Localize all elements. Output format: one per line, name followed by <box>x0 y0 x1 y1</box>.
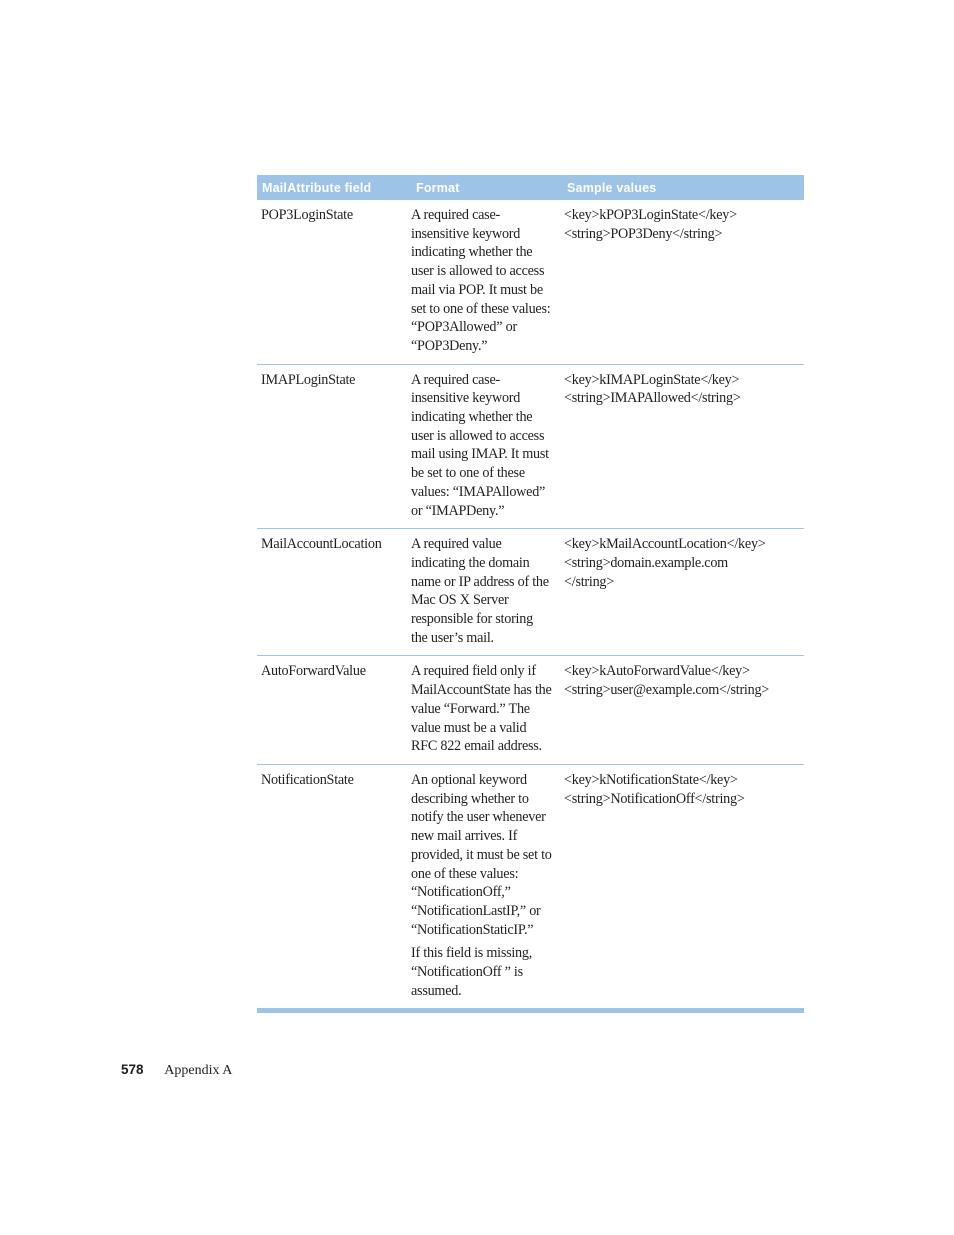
sample-value-line: <string>NotificationOff</string> <box>564 790 745 807</box>
table-row <box>257 364 804 529</box>
field-name-cell: NotificationState <box>261 771 354 788</box>
sample-value-line: <key>kPOP3LoginState</key> <box>564 207 737 223</box>
format-paragraph: An optional keyword describing whether to notify the user whenever new mail arrives. If provided, it must be set to one of these values: “NotificationOff,” “NotificationLastIP,” or “NotificationStaticIP.” <box>411 771 552 938</box>
field-name-cell: AutoForwardValue <box>261 663 366 680</box>
table-row <box>257 200 804 364</box>
sample-values-cell <box>560 529 804 656</box>
sample-value-line: <string>domain.example.com <box>564 554 728 571</box>
format-paragraph: A required case-insensitive keyword indicating whether the user is allowed to access mail via POP. It must be set to one of these values: “POP3Allowed” or “POP3Deny.” <box>411 207 551 354</box>
page-footer <box>121 1062 232 1079</box>
sample-value-line: <key>kAutoForwardValue</key> <box>564 663 750 680</box>
column-header-sample-values: Sample values <box>560 175 804 200</box>
format-cell <box>407 764 560 1010</box>
sample-value-line: <string>IMAPAllowed</string> <box>564 390 741 407</box>
format-cell <box>407 200 560 364</box>
sample-values-cell <box>560 364 804 529</box>
sample-value-line: <key>kMailAccountLocation</key> <box>564 536 766 553</box>
sample-values-cell <box>560 200 804 364</box>
column-header-field: MailAttribute field <box>257 175 407 200</box>
format-cell <box>407 656 560 765</box>
section-label: Appendix A <box>164 1063 233 1078</box>
table-row <box>257 764 804 1010</box>
column-header-format: Format <box>407 175 560 200</box>
field-name-cell: MailAccountLocation <box>261 536 382 553</box>
sample-values-cell <box>560 764 804 1010</box>
field-name-cell: POP3LoginState <box>261 207 353 223</box>
sample-value-line: <key>kIMAPLoginState</key> <box>564 371 740 388</box>
table-row <box>257 529 804 656</box>
sample-value-line: </string> <box>564 573 615 590</box>
format-cell <box>407 529 560 656</box>
table-row <box>257 656 804 765</box>
sample-value-line: <string>user@example.com</string> <box>564 682 770 699</box>
format-paragraph: A required case-insensitive keyword indicating whether the user is allowed to access mail using IMAP. It must be set to one of these values: “IMAPAllowed” or “IMAPDeny.” <box>411 371 549 519</box>
sample-values-cell <box>560 656 804 765</box>
format-paragraph: A required value indicating the domain name or IP address of the Mac OS X Server responsible for storing the user’s mail. <box>411 536 549 646</box>
mail-attributes-table <box>257 175 804 1013</box>
sample-value-line: <key>kNotificationState</key> <box>564 771 738 788</box>
format-paragraph: If this field is missing, “NotificationOff ” is assumed. <box>411 945 533 999</box>
format-paragraph: A required field only if MailAccountState has the value “Forward.” The value must be a valid RFC 822 email address. <box>411 663 552 755</box>
field-name-cell: IMAPLoginState <box>261 371 356 388</box>
sample-value-line: <string>POP3Deny</string> <box>564 225 723 242</box>
format-cell <box>407 364 560 529</box>
table-header-row <box>257 175 804 200</box>
page-number: 578 <box>121 1062 144 1077</box>
